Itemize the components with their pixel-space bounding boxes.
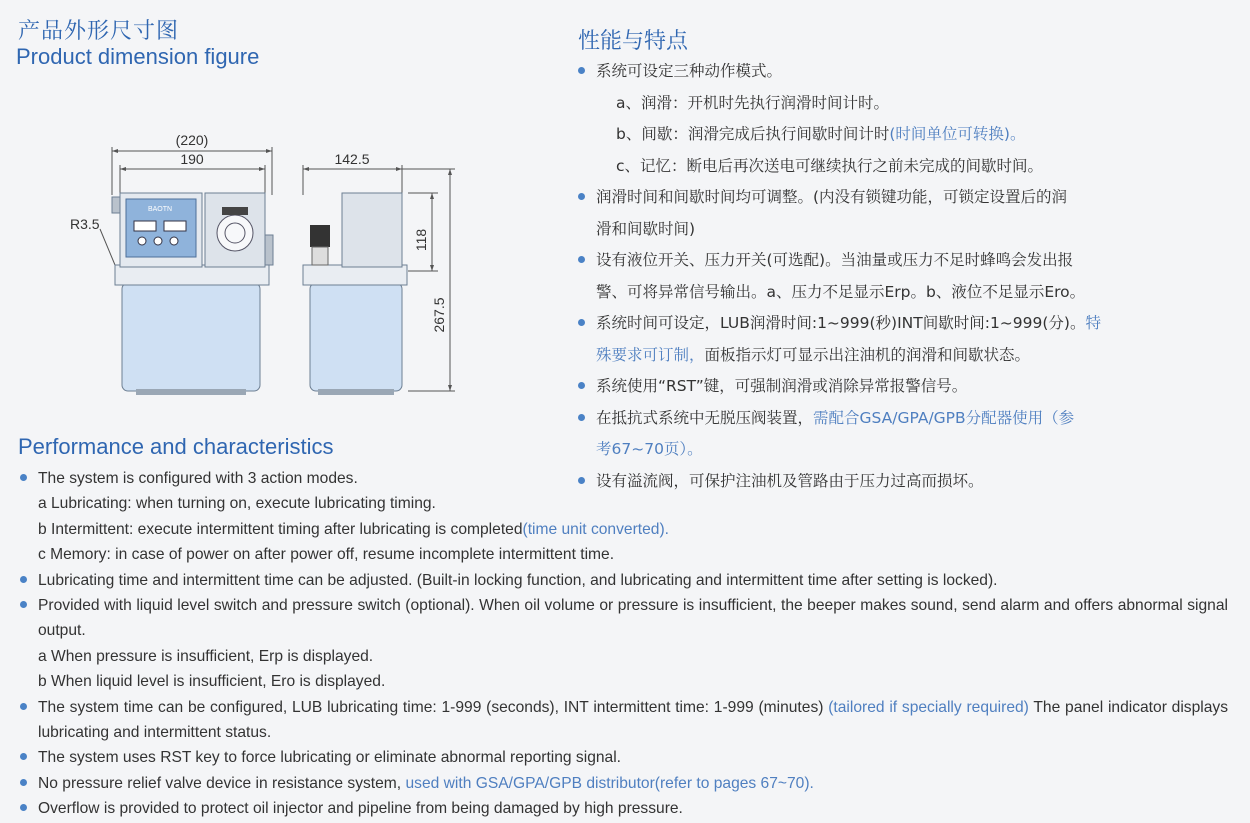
list-item: Overflow is provided to protect oil injector and pipeline from being damaged by high pressure. [18, 796, 1228, 821]
list-item: 在抵抗式系统中无脱压阀装置，需配合GSA/GPA/GPB分配器使用（参 考67~70页）。 [576, 403, 1236, 466]
section-title-en: Product dimension figure [16, 44, 260, 69]
bullet-icon [578, 256, 585, 263]
bullet-icon [20, 474, 27, 481]
section-title-cn: 产品外形尺寸图 [18, 19, 180, 44]
features-list-cn [576, 56, 1236, 497]
features-title-cn: 性能与特点 [578, 29, 689, 54]
bullet-icon [20, 753, 27, 760]
list-item: 润滑时间和间歇时间均可调整。(内没有锁键功能，可锁定设置后的润 滑和间歇时间) [576, 182, 1236, 245]
list-item: 设有液位开关、压力开关(可选配)。当油量或压力不足时蜂鸣会发出报 警、可将异常信号输出。a、压力不足显示Erp。b、液位不足显示Ero。 [576, 245, 1236, 308]
dim-total-height: 267.5 [431, 297, 447, 333]
list-item: 系统时间可设定，LUB润滑时间:1~999(秒)INT间歇时间:1~999(分)。特 殊要求可订制，面板指示灯可显示出注油机的润滑和间歇状态。 [576, 308, 1236, 371]
product-dimension-drawing [60, 125, 480, 405]
dim-depth: 142.5 [334, 151, 370, 167]
list-item: No pressure relief valve device in resistance system, used with GSA/GPA/GPB distributor(refer to pages 67~70). [18, 771, 1228, 796]
bullet-icon [578, 67, 585, 74]
dim-width: 190 [180, 151, 204, 167]
side-view [303, 193, 407, 395]
bullet-icon [20, 804, 27, 811]
bullet-icon [578, 414, 585, 421]
brand-label: BAOTN [147, 206, 173, 213]
list-item: 设有溢流阀，可保护注油机及管路由于压力过高而损坏。 [576, 466, 1236, 498]
bullet-icon [578, 382, 585, 389]
bullet-icon [20, 576, 27, 583]
dim-top-height: 118 [413, 228, 429, 252]
bullet-icon [578, 319, 585, 326]
list-item: 系统使用“RST”键，可强制润滑或消除异常报警信号。 [576, 371, 1236, 403]
features-list-en [18, 466, 1228, 822]
bullet-icon [20, 601, 27, 608]
list-item: The system is configured with 3 action modes. a Lubricating: when turning on, execute lubricating timing. b Intermittent: execute intermittent timing after lubricating is completed(time unit converted). c Memory: in case of power on after power off, resume incomplete intermittent time. [18, 466, 1228, 568]
front-view [112, 193, 273, 395]
features-title-en: Performance and characteristics [18, 434, 334, 459]
list-item: Lubricating time and intermittent time can be adjusted. (Built-in locking function, and lubricating and intermittent time after setting is locked). [18, 568, 1228, 593]
list-item: 系统可设定三种动作模式。 a、润滑：开机时先执行润滑时间计时。 b、间歇：润滑完成后执行间歇时间计时(时间单位可转换)。 c、记忆：断电后再次送电可继续执行之前未完成的间歇时间。 [576, 56, 1236, 182]
bullet-icon [578, 193, 585, 200]
list-item: The system uses RST key to force lubricating or eliminate abnormal reporting signal. [18, 745, 1228, 770]
bullet-icon [20, 703, 27, 710]
list-item: Provided with liquid level switch and pressure switch (optional). When oil volume or pressure is insufficient, the beeper makes sound, send alarm and offers abnormal signal output. a When pressure is insufficient, Erp is displayed. b When liquid level is insufficient, Ero is displayed. [18, 593, 1228, 695]
dim-radius: R3.5 [70, 216, 100, 232]
bullet-icon [20, 779, 27, 786]
list-item: The system time can be configured, LUB lubricating time: 1-999 (seconds), INT intermittent time: 1-999 (minutes) (tailored if specially required) The panel indicator displays lubricating and intermittent status. [18, 695, 1228, 746]
dim-outer-width: (220) [175, 132, 209, 148]
